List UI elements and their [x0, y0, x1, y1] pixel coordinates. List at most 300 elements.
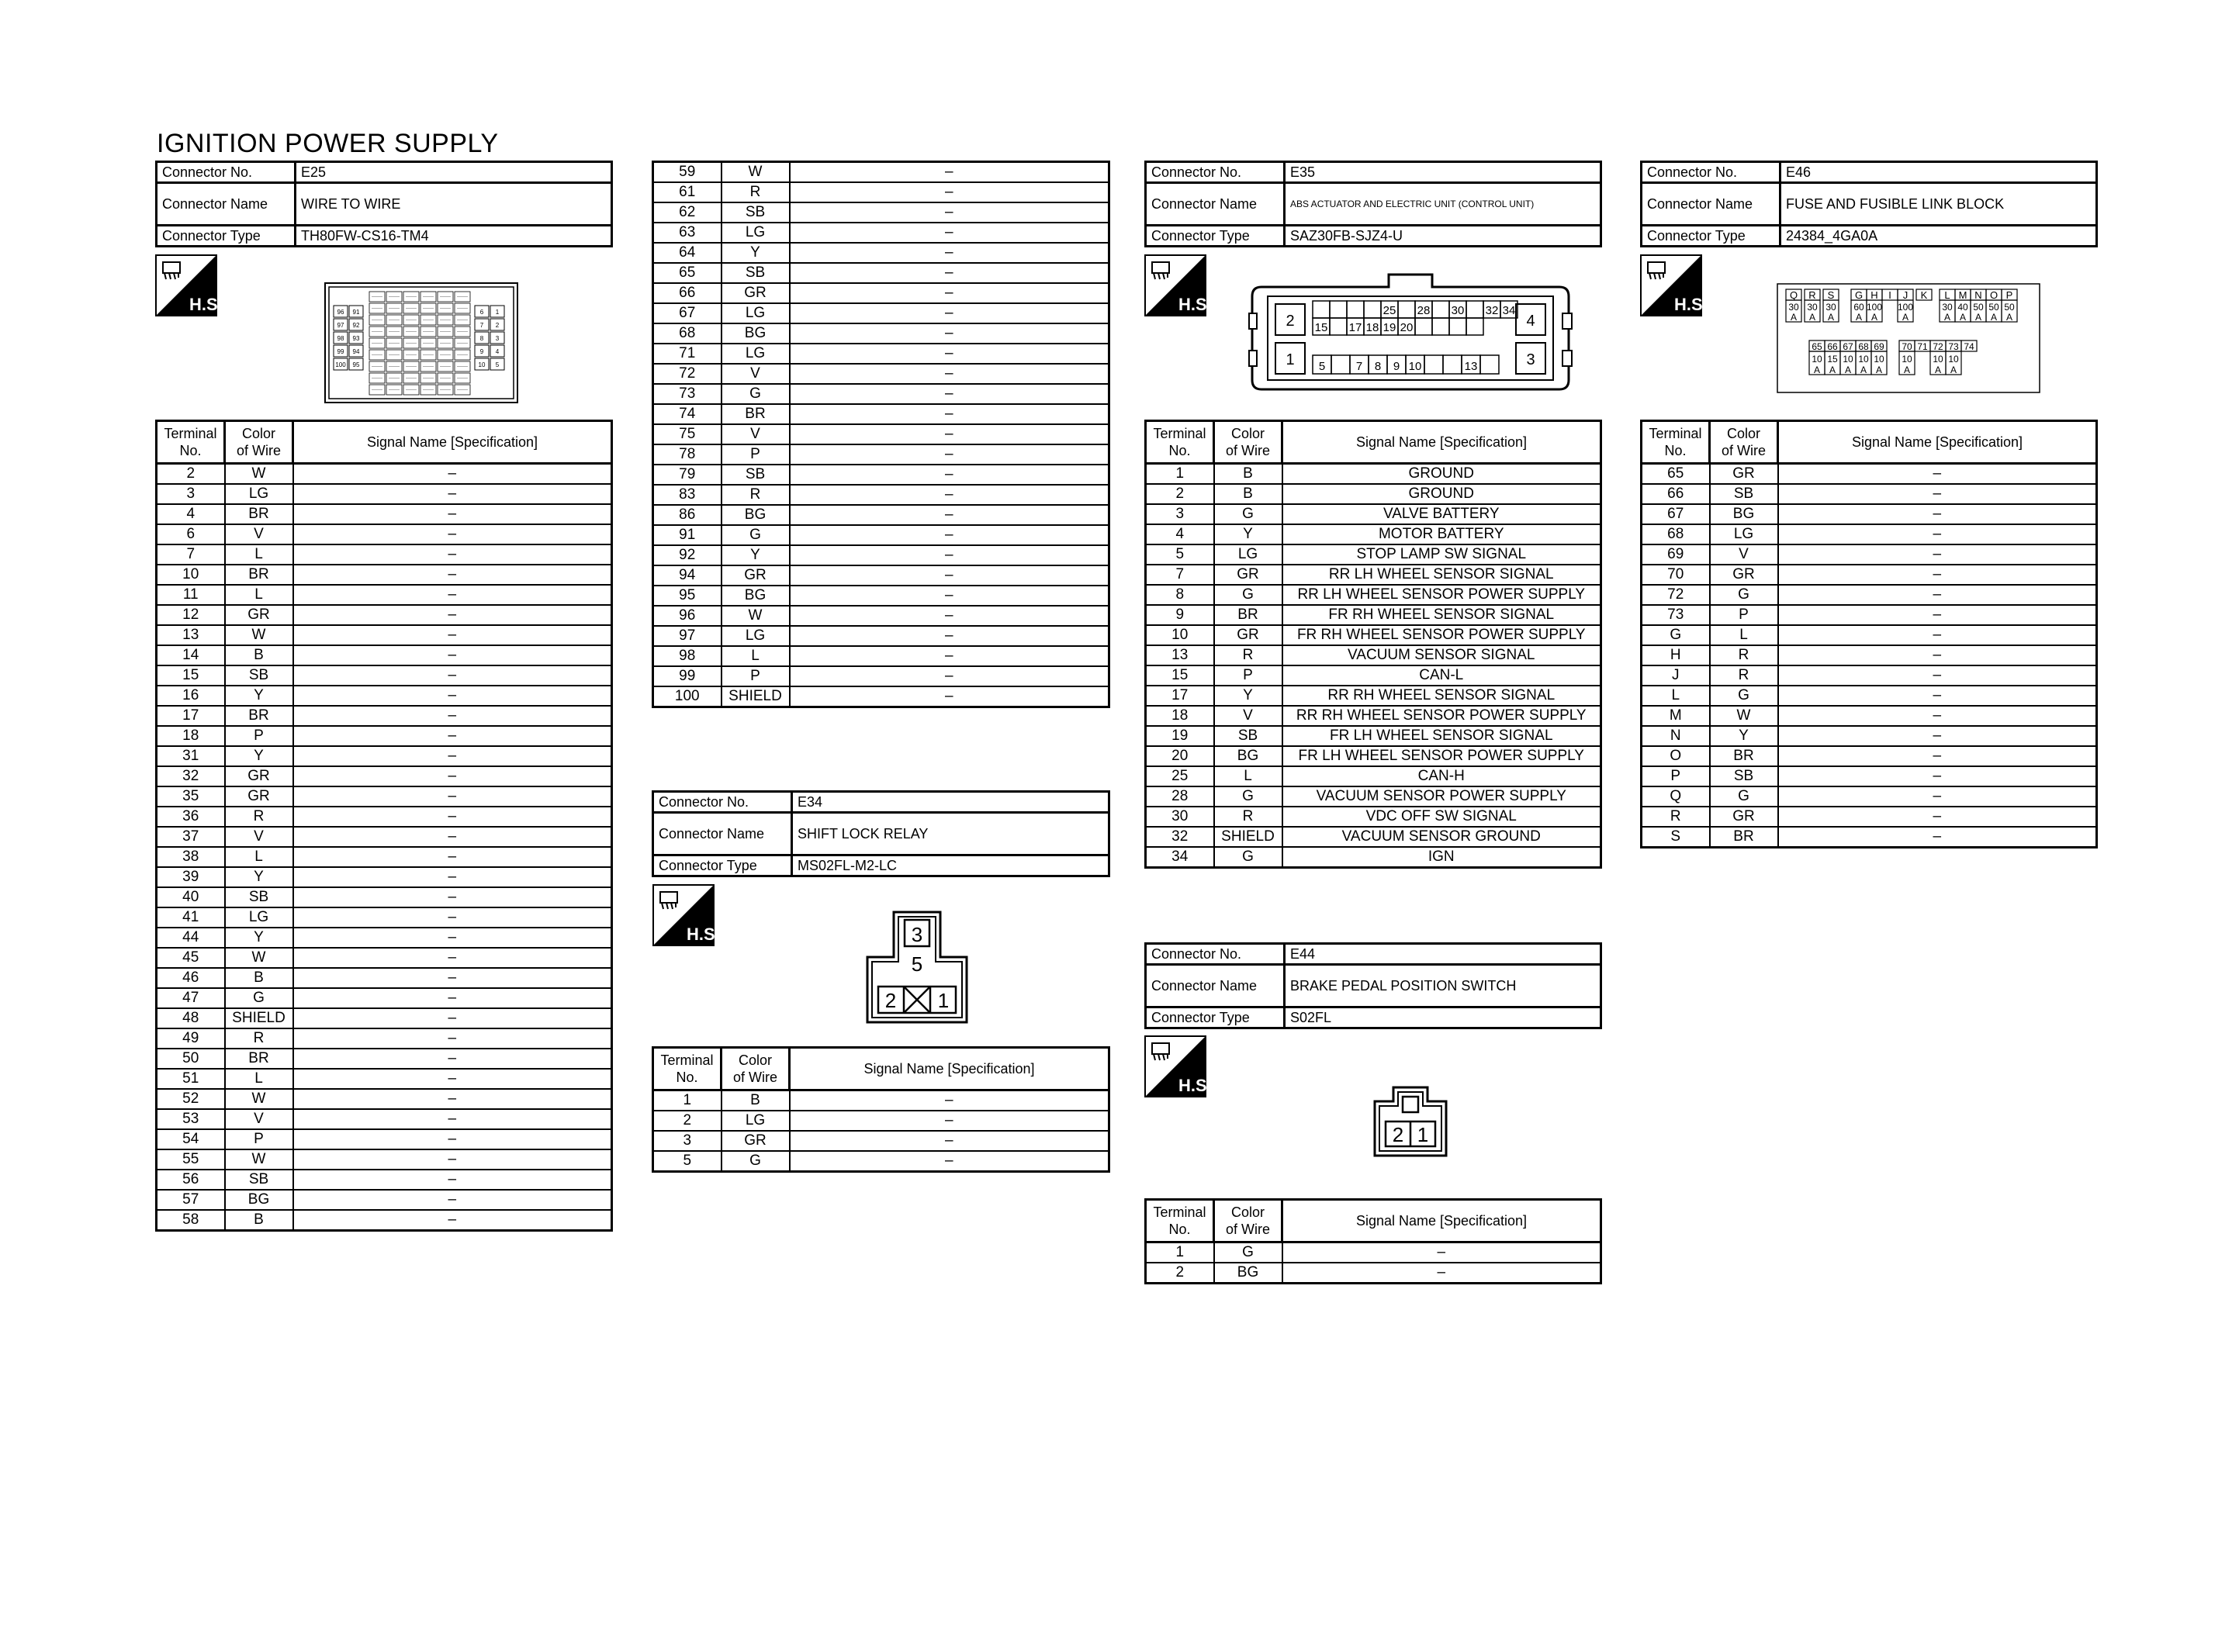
pin-label: 1: [1417, 1123, 1429, 1146]
table-row: [653, 465, 1109, 485]
signal-name-cell: –: [293, 1109, 612, 1129]
signal-name-cell: RR RH WHEEL SENSOR SIGNAL: [1282, 686, 1601, 706]
fuse-label: A: [1950, 365, 1957, 375]
pin-label: 32: [1485, 304, 1499, 317]
table-row: [157, 524, 612, 544]
pin-label: 7: [479, 322, 484, 329]
signal-name-cell: –: [293, 948, 612, 968]
label-connector-no: Connector No.: [1146, 944, 1285, 965]
wire-color-cell: GR: [225, 786, 293, 807]
connector-header-e25: [155, 161, 613, 247]
wire-color-cell: G: [722, 525, 790, 545]
table-row: [1642, 827, 2097, 848]
signal-name-cell: –: [790, 202, 1109, 223]
pin-label: 3: [911, 923, 923, 946]
signal-name-cell: –: [790, 384, 1109, 404]
signal-name-cell: –: [790, 1090, 1109, 1111]
table-row: [1146, 726, 1601, 746]
signal-name-cell: –: [293, 524, 612, 544]
wire-color-cell: B: [722, 1090, 790, 1111]
signal-name-cell: GROUND: [1282, 484, 1601, 504]
connector-name-value: ABS ACTUATOR AND ELECTRIC UNIT (CONTROL UNIT): [1285, 183, 1601, 226]
terminal-no-cell: 10: [1146, 625, 1214, 645]
table-row: [157, 766, 612, 786]
terminal-no-cell: 1: [1146, 464, 1214, 485]
table-row: [157, 847, 612, 867]
connector-header-e44: [1144, 942, 1602, 1029]
table-row: [653, 384, 1109, 404]
signal-name-cell: –: [1778, 726, 2097, 746]
fuse-block-diagram-e46: [1777, 283, 2040, 393]
table-row: [1642, 645, 2097, 665]
page-title: IGNITION POWER SUPPLY: [157, 129, 499, 158]
fuse-label: H: [1870, 289, 1878, 301]
fuse-label: R: [1808, 289, 1816, 301]
signal-name-cell: RR RH WHEEL SENSOR POWER SUPPLY: [1282, 706, 1601, 726]
wire-color-cell: P: [722, 444, 790, 465]
table-row: [1146, 766, 1601, 786]
wire-color-cell: SB: [1214, 726, 1282, 746]
signal-name-cell: –: [790, 404, 1109, 424]
fuse-label: 10: [1933, 354, 1943, 365]
signal-name-cell: –: [293, 766, 612, 786]
wire-color-cell: W: [225, 1149, 293, 1170]
table-row: [653, 162, 1109, 183]
connector-type-value: SAZ30FB-SJZ4-U: [1285, 226, 1601, 247]
terminal-no-cell: 20: [1146, 746, 1214, 766]
fuse-label: 65: [1812, 341, 1822, 352]
table-row: [157, 686, 612, 706]
wire-color-cell: BG: [1214, 1263, 1282, 1284]
pin-label: 96: [337, 309, 344, 316]
wire-color-cell: BR: [1214, 605, 1282, 625]
table-row: [157, 1149, 612, 1170]
signal-name-cell: RR LH WHEEL SENSOR SIGNAL: [1282, 565, 1601, 585]
terminal-no-cell: 5: [653, 1151, 722, 1172]
signal-name-cell: RR LH WHEEL SENSOR POWER SUPPLY: [1282, 585, 1601, 605]
table-row: [653, 485, 1109, 505]
fuse-label: 30: [1807, 302, 1818, 313]
terminal-no-cell: 100: [653, 686, 722, 707]
fuse-label: I: [1888, 289, 1891, 301]
table-row: [157, 807, 612, 827]
terminal-no-cell: 3: [157, 484, 225, 504]
fuse-label: 50: [1973, 302, 1984, 313]
wire-color-cell: SHIELD: [722, 686, 790, 707]
table-row: [1146, 625, 1601, 645]
table-row: [157, 1028, 612, 1049]
wire-color-cell: SB: [1710, 766, 1778, 786]
signal-name-cell: –: [293, 585, 612, 605]
fuse-label: A: [1860, 365, 1867, 375]
signal-name-cell: –: [293, 565, 612, 585]
pin-label: 3: [495, 335, 500, 342]
table-row: [1146, 504, 1601, 524]
table-row: [653, 202, 1109, 223]
wire-color-cell: L: [225, 847, 293, 867]
connector-no-value: E25: [296, 162, 612, 183]
signal-name-cell: –: [790, 263, 1109, 283]
terminal-no-cell: 3: [1146, 504, 1214, 524]
fuse-label: 15: [1827, 354, 1838, 365]
signal-name-cell: VACUUM SENSOR POWER SUPPLY: [1282, 786, 1601, 807]
signal-name-cell: –: [790, 686, 1109, 707]
terminal-no-cell: 8: [1146, 585, 1214, 605]
pin-label: 19: [1383, 321, 1396, 334]
label-connector-no: Connector No.: [1642, 162, 1780, 183]
terminal-no-cell: 59: [653, 162, 722, 183]
wire-color-cell: SB: [225, 887, 293, 907]
fuse-label: A: [1875, 365, 1883, 375]
wire-color-cell: BG: [722, 505, 790, 525]
table-row: [1642, 504, 2097, 524]
connector-name-value: FUSE AND FUSIBLE LINK BLOCK: [1780, 183, 2097, 226]
fuse-label: 30: [1825, 302, 1836, 313]
terminal-no-cell: 15: [157, 665, 225, 686]
signal-name-cell: –: [1778, 827, 2097, 848]
terminal-no-cell: 98: [653, 646, 722, 666]
wire-color-cell: L: [722, 646, 790, 666]
wire-color-cell: B: [225, 645, 293, 665]
signal-name-cell: –: [1778, 706, 2097, 726]
signal-name-cell: –: [790, 586, 1109, 606]
connector-diagram-e25: [324, 282, 518, 403]
table-row: [157, 625, 612, 645]
table-row: [157, 726, 612, 746]
wire-color-cell: R: [1710, 645, 1778, 665]
wire-color-cell: R: [225, 1028, 293, 1049]
fuse-label: A: [1959, 312, 1967, 323]
terminal-no-cell: 5: [1146, 544, 1214, 565]
pin-label: 10: [478, 361, 486, 368]
signal-name-cell: –: [293, 504, 612, 524]
signal-name-cell: –: [1778, 625, 2097, 645]
fuse-label: J: [1902, 289, 1909, 301]
table-row: [157, 867, 612, 887]
wire-color-cell: BG: [225, 1190, 293, 1210]
fuse-label: A: [1827, 312, 1835, 323]
table-row: [157, 1008, 612, 1028]
table-row: [1146, 847, 1601, 868]
fuse-label: 10: [1874, 354, 1884, 365]
table-row: [653, 444, 1109, 465]
wire-color-cell: V: [225, 524, 293, 544]
table-row: [157, 907, 612, 928]
label-connector-name: Connector Name: [1146, 965, 1285, 1007]
signal-name-cell: FR LH WHEEL SENSOR POWER SUPPLY: [1282, 746, 1601, 766]
terminal-no-cell: 14: [157, 645, 225, 665]
connector-name-value: WIRE TO WIRE: [296, 183, 612, 226]
terminal-no-cell: 32: [157, 766, 225, 786]
fuse-label: 68: [1858, 341, 1869, 352]
terminal-no-cell: 16: [157, 686, 225, 706]
pin-label: 5: [495, 361, 500, 368]
wire-color-cell: BR: [1710, 827, 1778, 848]
wire-color-cell: SB: [722, 465, 790, 485]
signal-name-header: Signal Name [Specification]: [1282, 421, 1601, 464]
terminal-no-cell: 9: [1146, 605, 1214, 625]
terminal-no-cell: 65: [653, 263, 722, 283]
wire-color-cell: B: [1214, 484, 1282, 504]
fuse-label: A: [1790, 312, 1798, 323]
table-row: [653, 606, 1109, 626]
signal-name-cell: FR LH WHEEL SENSOR SIGNAL: [1282, 726, 1601, 746]
signal-name-cell: –: [293, 907, 612, 928]
wire-color-cell: G: [1214, 1242, 1282, 1263]
table-row: [1642, 565, 2097, 585]
wire-color-cell: LG: [722, 223, 790, 243]
table-row: [157, 544, 612, 565]
terminal-no-cell: 41: [157, 907, 225, 928]
table-row: [1146, 585, 1601, 605]
table-row: [1642, 807, 2097, 827]
wire-color-cell: P: [1214, 665, 1282, 686]
table-row: [1642, 484, 2097, 504]
terminal-no-cell: 56: [157, 1170, 225, 1190]
fuse-label: 30: [1942, 302, 1953, 313]
label-connector-name: Connector Name: [157, 183, 296, 226]
connector-type-value: MS02FL-M2-LC: [792, 855, 1109, 876]
table-row: [1146, 605, 1601, 625]
wire-color-cell: BR: [225, 504, 293, 524]
fuse-label: A: [1870, 312, 1878, 323]
wire-color-cell: Y: [1710, 726, 1778, 746]
terminal-table-e46: [1640, 420, 2098, 848]
signal-name-cell: –: [1778, 686, 2097, 706]
fuse-label: K: [1920, 289, 1928, 301]
fuse-label: 10: [1812, 354, 1822, 365]
pin-label: 5: [1318, 360, 1326, 373]
signal-name-cell: –: [790, 243, 1109, 263]
wire-color-cell: Y: [225, 746, 293, 766]
fuse-label: S: [1827, 289, 1835, 301]
signal-name-cell: –: [1778, 665, 2097, 686]
wire-color-cell: G: [1710, 686, 1778, 706]
fuse-label: 10: [1948, 354, 1959, 365]
pin-label: 93: [352, 335, 360, 342]
pin-label: 15: [1314, 321, 1328, 334]
fuse-label: Q: [1789, 289, 1798, 301]
wire-color-cell: GR: [722, 565, 790, 586]
wire-color-header: Color of Wire: [225, 421, 293, 464]
table-row: [653, 505, 1109, 525]
pin-label: 34: [1502, 304, 1516, 317]
terminal-no-cell: 31: [157, 746, 225, 766]
connector-name-value: SHIFT LOCK RELAY: [792, 813, 1109, 855]
table-row: [157, 464, 612, 485]
table-row: [653, 344, 1109, 364]
signal-name-cell: –: [293, 1028, 612, 1049]
label-connector-type: Connector Type: [157, 226, 296, 247]
connector-no-value: E34: [792, 792, 1109, 813]
table-row: [157, 988, 612, 1008]
signal-name-cell: –: [790, 364, 1109, 384]
fuse-label: 73: [1948, 341, 1959, 352]
signal-name-cell: –: [293, 706, 612, 726]
table-row: [157, 1190, 612, 1210]
fuse-label: A: [1902, 312, 1909, 323]
signal-name-cell: –: [1778, 484, 2097, 504]
table-row: [653, 303, 1109, 323]
fuse-label: 30: [1788, 302, 1799, 313]
terminal-no-cell: 86: [653, 505, 722, 525]
terminal-no-header: Terminal No.: [1146, 421, 1214, 464]
table-row: [157, 605, 612, 625]
signal-name-cell: CAN-H: [1282, 766, 1601, 786]
fuse-label: 60: [1853, 302, 1864, 313]
signal-name-cell: –: [1778, 766, 2097, 786]
terminal-table-e25: [155, 420, 613, 1232]
signal-name-cell: –: [790, 344, 1109, 364]
signal-name-cell: –: [790, 666, 1109, 686]
wire-color-cell: BG: [722, 586, 790, 606]
wire-color-cell: BR: [225, 565, 293, 585]
wire-color-cell: G: [1214, 786, 1282, 807]
terminal-table-e34: [652, 1046, 1110, 1173]
terminal-no-cell: 35: [157, 786, 225, 807]
wire-color-cell: GR: [1710, 464, 1778, 485]
table-row: [1146, 1242, 1601, 1263]
wire-color-cell: B: [225, 968, 293, 988]
signal-name-cell: –: [1282, 1263, 1601, 1284]
wire-color-cell: Y: [225, 686, 293, 706]
connector-header-e35: [1144, 161, 1602, 247]
fuse-label: 70: [1902, 341, 1912, 352]
pin-label: 2: [495, 322, 500, 329]
wire-color-header: Color of Wire: [1214, 421, 1282, 464]
wire-color-cell: R: [1214, 645, 1282, 665]
table-row: [1146, 544, 1601, 565]
terminal-no-cell: 66: [653, 283, 722, 303]
fuse-label: A: [1829, 365, 1836, 375]
label-connector-no: Connector No.: [157, 162, 296, 183]
terminal-no-cell: 1: [1146, 1242, 1214, 1263]
table-row: [653, 404, 1109, 424]
wire-color-cell: R: [225, 807, 293, 827]
signal-name-cell: –: [790, 162, 1109, 183]
table-row: [1146, 746, 1601, 766]
terminal-no-cell: 52: [157, 1089, 225, 1109]
svg-text:3: 3: [1526, 351, 1535, 368]
connector-no-value: E46: [1780, 162, 2097, 183]
terminal-no-cell: 99: [653, 666, 722, 686]
signal-name-header: Signal Name [Specification]: [1778, 421, 2097, 464]
terminal-no-cell: 67: [653, 303, 722, 323]
terminal-no-cell: 40: [157, 887, 225, 907]
fuse-label: A: [1903, 365, 1911, 375]
table-row: [653, 283, 1109, 303]
table-row: [157, 948, 612, 968]
wire-color-cell: L: [225, 585, 293, 605]
connector-type-value: TH80FW-CS16-TM4: [296, 226, 612, 247]
signal-name-cell: –: [293, 1190, 612, 1210]
signal-name-cell: MOTOR BATTERY: [1282, 524, 1601, 544]
signal-name-cell: –: [1778, 645, 2097, 665]
terminal-no-cell: 49: [157, 1028, 225, 1049]
wire-color-cell: G: [1710, 786, 1778, 807]
wire-color-cell: LG: [722, 303, 790, 323]
table-row: [653, 182, 1109, 202]
svg-text:2: 2: [1286, 313, 1295, 330]
terminal-no-cell: 2: [653, 1111, 722, 1131]
terminal-no-cell: P: [1642, 766, 1710, 786]
terminal-no-cell: 73: [653, 384, 722, 404]
svg-text:H.S.: H.S.: [1178, 295, 1212, 314]
table-row: [653, 1131, 1109, 1151]
label-connector-type: Connector Type: [653, 855, 792, 876]
table-row: [1642, 464, 2097, 485]
terminal-no-cell: 39: [157, 867, 225, 887]
table-row: [1146, 686, 1601, 706]
terminal-no-cell: 12: [157, 605, 225, 625]
wire-color-cell: P: [225, 1129, 293, 1149]
table-row: [1146, 565, 1601, 585]
pin-label: 30: [1451, 304, 1465, 317]
signal-name-cell: –: [293, 887, 612, 907]
wire-color-cell: G: [1214, 585, 1282, 605]
terminal-no-cell: 78: [653, 444, 722, 465]
table-row: [1642, 665, 2097, 686]
signal-name-cell: –: [1778, 504, 2097, 524]
table-row: [1146, 524, 1601, 544]
fuse-label: 74: [1964, 341, 1974, 352]
fuse-label: A: [1813, 365, 1821, 375]
connector-no-value: E44: [1285, 944, 1601, 965]
table-row: [1642, 625, 2097, 645]
fuse-label: 40: [1957, 302, 1968, 313]
signal-name-cell: –: [293, 807, 612, 827]
terminal-no-cell: 2: [1146, 484, 1214, 504]
svg-text:H.S.: H.S.: [1674, 295, 1708, 314]
connector-header-e34: [652, 790, 1110, 877]
pin-label: 2: [1392, 1123, 1404, 1146]
table-row: [1146, 827, 1601, 847]
terminal-no-cell: 4: [157, 504, 225, 524]
signal-name-cell: –: [790, 1151, 1109, 1172]
terminal-no-cell: 91: [653, 525, 722, 545]
wire-color-cell: Y: [722, 243, 790, 263]
pin-label: 4: [495, 348, 500, 355]
fuse-label: 67: [1843, 341, 1853, 352]
table-row: [1642, 706, 2097, 726]
wire-color-cell: BR: [225, 1049, 293, 1069]
table-row: [653, 323, 1109, 344]
table-row: [1642, 524, 2097, 544]
wire-color-cell: LG: [1710, 524, 1778, 544]
fuse-label: 50: [1988, 302, 1999, 313]
label-connector-no: Connector No.: [653, 792, 792, 813]
table-row: [1146, 1263, 1601, 1284]
connector-no-value: E35: [1285, 162, 1601, 183]
table-row: [157, 1049, 612, 1069]
label-connector-name: Connector Name: [1146, 183, 1285, 226]
table-row: [157, 484, 612, 504]
terminal-no-cell: 11: [157, 585, 225, 605]
wire-color-cell: BG: [1710, 504, 1778, 524]
wire-color-cell: Y: [225, 928, 293, 948]
pin-label: 28: [1417, 304, 1431, 317]
table-row: [157, 786, 612, 807]
wire-color-cell: P: [1710, 605, 1778, 625]
terminal-no-cell: 19: [1146, 726, 1214, 746]
table-row: [653, 1151, 1109, 1172]
table-row: [653, 263, 1109, 283]
wire-color-cell: W: [1710, 706, 1778, 726]
terminal-no-cell: 44: [157, 928, 225, 948]
connector-diagram-e35: [1249, 273, 1572, 392]
terminal-no-cell: 1: [653, 1090, 722, 1111]
wire-color-cell: GR: [722, 283, 790, 303]
